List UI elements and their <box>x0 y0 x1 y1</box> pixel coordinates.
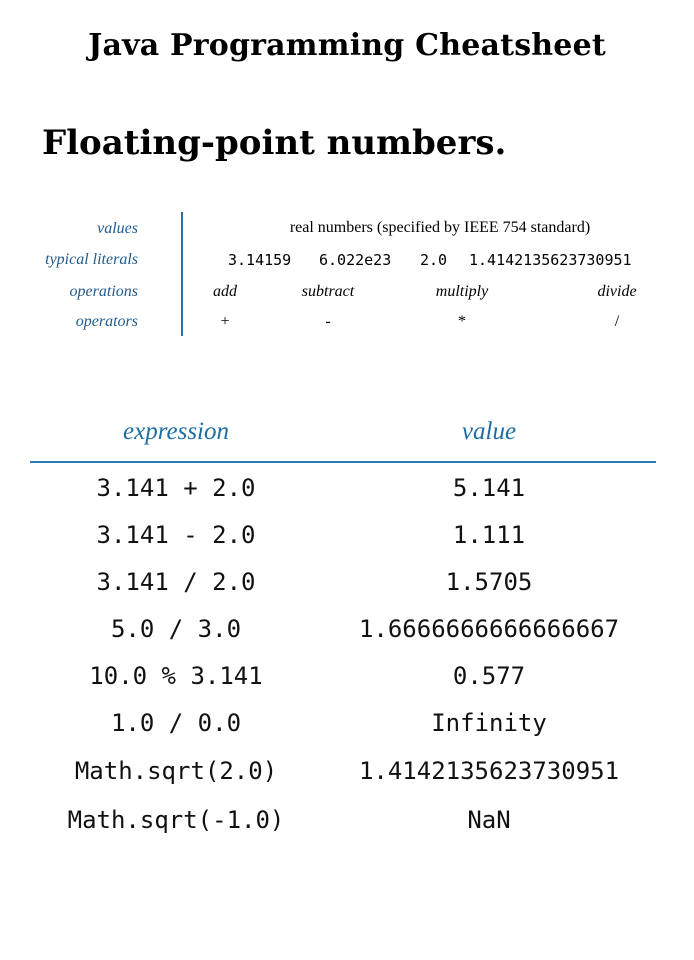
literal-item: 2.0 <box>420 251 448 269</box>
operation-multiply: multiply <box>435 283 489 300</box>
label-typical-literals: typical literals <box>45 251 138 268</box>
operation-subtract: subtract <box>301 283 355 300</box>
table-row <box>0 474 694 521</box>
label-operations: operations <box>69 283 138 300</box>
expression-cell: Math.sqrt(2.0) <box>74 757 278 785</box>
label-operators: operators <box>75 313 138 330</box>
expression-cell: 3.141 / 2.0 <box>96 568 256 596</box>
table-divider <box>181 212 183 336</box>
table-row <box>0 521 694 568</box>
expression-cell: 3.141 + 2.0 <box>96 474 256 502</box>
expression-cell: Math.sqrt(-1.0) <box>67 806 285 834</box>
value-cell: 1.111 <box>452 521 526 549</box>
label-values: values <box>97 220 138 237</box>
value-cell: 0.577 <box>452 662 526 690</box>
literal-item: 1.4142135623730951 <box>469 251 632 269</box>
table-row <box>0 757 694 804</box>
operation-add: add <box>213 283 237 300</box>
value-cell: NaN <box>467 806 511 834</box>
table-row <box>0 806 694 853</box>
expression-cell: 3.141 - 2.0 <box>96 521 256 549</box>
literal-item: 6.022e23 <box>319 251 392 269</box>
value-cell: 1.5705 <box>445 568 533 596</box>
expression-cell: 10.0 % 3.141 <box>89 662 263 690</box>
operation-divide: divide <box>597 283 637 300</box>
operator-divide: / <box>614 313 620 330</box>
operator-minus: - <box>325 313 331 330</box>
header-value: value <box>461 418 517 445</box>
value-cell: 5.141 <box>452 474 526 502</box>
table-row <box>0 568 694 615</box>
values-description: real numbers (specified by IEEE 754 standard) <box>289 219 591 236</box>
table-row <box>0 662 694 709</box>
expression-cell: 1.0 / 0.0 <box>110 709 242 737</box>
page-title: Java Programming Cheatsheet <box>88 28 606 63</box>
header-rule <box>30 461 656 463</box>
value-cell: 1.4142135623730951 <box>358 757 620 785</box>
operator-multiply: * <box>458 313 466 330</box>
table-row <box>0 709 694 756</box>
value-cell: Infinity <box>431 709 547 737</box>
literal-item: 3.14159 <box>228 251 292 269</box>
header-expression: expression <box>123 418 229 445</box>
value-cell: 1.6666666666666667 <box>358 615 620 643</box>
expression-cell: 5.0 / 3.0 <box>110 615 242 643</box>
table-row <box>0 615 694 662</box>
section-heading: Floating-point numbers. <box>42 123 507 163</box>
operator-plus: + <box>220 313 230 330</box>
